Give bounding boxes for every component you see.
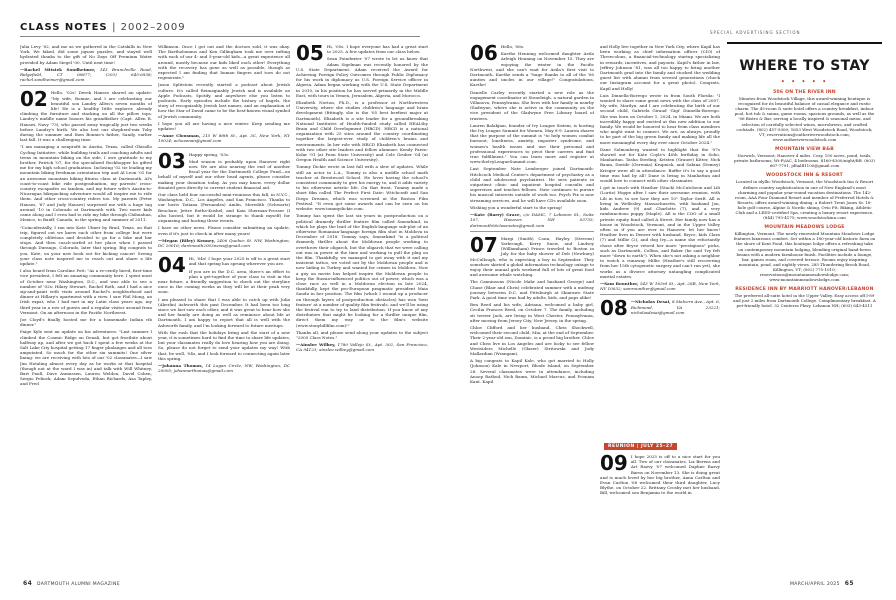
publication-name: DARTMOUTH ALUMNI MAGAZINE bbox=[37, 582, 121, 587]
where-to-stay-panel bbox=[727, 42, 882, 577]
note-paragraph: Hello, '06s. bbox=[500, 44, 525, 49]
divider bbox=[20, 85, 152, 86]
note-paragraph: Kaethe Henning welcomed daughter Aeila Arleigh Henning on November 15. They are enjoying the winter in the Pacific Northwest, and she can't wait for Aeila's first visit to Dartmouth. Kaethe sends a "huge thanks to all of the '06 aunties and uncles in our village!" Congratulations, Kaethe! bbox=[470, 51, 594, 88]
note-paragraph: Luis Dinnella-Borrego wrote in from South Florida: "I wanted to share some great news with the class of 2007. My wife, Marilyn, and I are celebrating the birth of our second child, Gabriela Giraud 'Gigi' Dinnella-Borrego. She was born on October 1, 2024, in Miami. We are both incredibly happy and excited at this new addition to our family. We would be honored to hear from class members who might want to connect. We are, as always, proudly to be part of the big green family and making life all the more meaningful every day ever since October 2024." bbox=[600, 92, 720, 145]
note-paragraph: I hope 2025 is off to a nice start for you all. Two of our classmates, Liz Berens and Art Razvy '07 welcomed Daphne Razvy Barns on November 13. She is doing great and is much loved by her big brother, Anna Carlton and Evan Carlton '08 welcomed their third daughter, Lucy Blythe, on October 22. Brittany Crosby met her husband, Bill, welcomed son Benjamin to the world in bbox=[600, 454, 720, 496]
note-paragraph: I hope you all are having a nice winter. Keep sending me updates! bbox=[158, 120, 290, 132]
divider bbox=[158, 251, 290, 252]
note-paragraph: Dane Solmonberg wanted to highlight that the '07s showed out for Kate Coyle's 40th birthday in Soho, Manhattan. Tasha Sterling, Kristen (Grauer) Kitter, Nick Baum, Davide (Geremia) Krupnick, and Sabina (Demey) Krieger were all in attendance. Buffer it's to say a good time was had by all! Dane is living in Manhattan and would love to connect with other classmates. bbox=[600, 146, 720, 184]
listing-list bbox=[727, 90, 882, 309]
decorative-dots: • • • • • bbox=[780, 78, 829, 86]
column-1 bbox=[20, 44, 152, 574]
note-paragraph: Thanks all, and please send along your updates to the subject "2005 Class Notes." bbox=[296, 329, 428, 340]
signature: —Ainslee Wilbey, 1780 Vallejo St., Apt. 302, San Francisco, CA 94123; ainslee.wilbey@gmail.com bbox=[296, 342, 428, 353]
note-paragraph: I am pleased to share that I was able to catch up with Julia (Aberlin) Ashworth this past December. It had been too long since we last saw each other, and it was great to hear how she and her family are doing as well as reminisce about life at Dartmouth. I am happy to report that all is well with the Ashworth family, and I'm looking forward to future meetups. bbox=[158, 296, 290, 328]
note-paragraph: Wilkinson. Once I got out and the doctors sold, it was okay. The Bartholomaus and Ken Gillingham took me over rafting with each of our 4- and 5-year-old kids—a great experience all around, mostly because our kids liked each other! Everything with the recovery has gone as well as possible, though as expected I am finding that human fingers and toes do not regenerate." bbox=[158, 44, 290, 81]
note-paragraph: With the rush that the holidays bring and the start of a new year, it is sometimes hard to find the time to share life updates, but your classmates really do love hearing how you are doing. So, please do not forget to send your updates my way! With that, be well, '04s, and I look forward to connecting again later this spring. bbox=[158, 329, 290, 361]
divider bbox=[470, 231, 594, 232]
note-paragraph: Julia Levy '02, and me as we gathered in the Catskills in New York. We hiked, did some jigsaw puzzles, and stayed well hydrated thanks to the gift of No Days Off Premium Water provided by Adam Siegel '00. Until next time! bbox=[20, 44, 152, 65]
note-paragraph: Jason Splitstoin recently started a podcast about Jewish culture. It's called Reimaginably Jewish and is available on Apple Podcasts, Spotify, and anywhere else you listen to podcasts. Early episodes include the history of bagels, the story of recognizably Jewish last names, and an explanation of how the Star of David came to be the best-known visual symbol of Jewish community. bbox=[158, 82, 290, 119]
signature: —Johanna Thomas, 14 Logan Circle, NW, Washington, DC 20005; johannarthomas@gmail.com bbox=[158, 362, 290, 374]
class-year-number: 08 bbox=[600, 296, 628, 321]
reunion-banner: REUNION | JULY 25–27 bbox=[604, 443, 677, 450]
section-years: 2002–2009 bbox=[120, 22, 186, 33]
note-paragraph: Our class held four successful mini-reunions this fall, in N.Y.C., Washington, D.C., Los Angeles, and San Francisco. Thanks to our hosts Tatiana (Fernandes) Amlin, Meredith (Schwartz) Beuchaw, Jettre Rothe-Kushel, and Kaia Sherman-Prosser (I also hosted, but it would be strange to thank myself) for organizing and hosting these events. bbox=[158, 192, 290, 224]
note-paragraph: Hi, '05s. I hope everyone has had a great start to 2025. A few updates from our class below. bbox=[326, 44, 428, 55]
listing-name: MOUNTAIN MEADOWS LODGE bbox=[764, 225, 845, 231]
divider bbox=[600, 294, 720, 295]
note-paragraph: Wishing you a wonderful start to the spring! bbox=[470, 204, 563, 210]
class-year-number: 05 bbox=[296, 44, 324, 65]
listing-entry bbox=[727, 147, 882, 168]
listing-description: Killington, Vermont. The newly renovated Mountain Meadows Lodge features luxurious comfort. Set within a 180-year-old historic farm on the shore of Kent Pond, this boutique lodge offers a refreshing take on contemporary mountain lodging, blending original hand-hewn beams with a modern farmhouse finish. Facilities include a lounge, bar, games room, and covered terrace. Rooms enjoy inspiring mountain, pond, and nightly views. 285 Thundering Brook Road, Killington, VT; (802) 775-1010; reservations@mountainmeadowslodge.com; www.mountainmeadowslodge.com bbox=[733, 231, 876, 283]
note-paragraph: Mud season is probably upon Hanover right now. We are also nearing the end of another fiscal year for the Dartmouth College Fund—on behalf of myself and our other head agents, please consider making your donation today. As you may know, every dollar donated goes directly to current student financial aid. bbox=[158, 158, 290, 190]
note-paragraph: Happy spring, '03s. bbox=[188, 151, 230, 157]
note-paragraph: Lauren Balakjian, founder of Ivy League Sistem, is hosting the Ivy League Summit for Women, May 8-9. Lauren shares that the purpose of the summit is "to help women combat burnout, loneliness, anxiety, imposter syndrome, and women's health issues and use their personal and professional experiences to pivot their careers and find true fulfillment." You can learn more and register at www.theIvyLeagueSummit.com. bbox=[470, 122, 594, 165]
listing-entry bbox=[727, 173, 882, 220]
divider bbox=[158, 147, 290, 148]
note-paragraph: "Coincidentally, I ran into Kate Ulmer by Brad, Texas, on that trip, figured out we knew each other from college but were completely oblivious and decided to go for a bike and bar stops. And then coach-surfed at her place when I passed through Durango, Colorado, later that spring. Big congrats to you, Kate, on your new book out for kicking cancer! Seeing your class note inspired me to reach out and share a life update." bbox=[20, 224, 152, 266]
column-5 bbox=[600, 44, 720, 439]
note-paragraph: Chloe Clifford and her husband, Chris Shockwell, welcomed their second child, Mia, at the end of September. Their 2-year-old son, Dominic, is a proud big brother. Chloe and Chris live in Los Angeles and are lucky to see fellow Westsiders Michelle (Glaser) Stritowski and Judy Mallardian (Wrangam). bbox=[470, 324, 594, 356]
note-paragraph: Ben Reed and his wife, Adriana, welcomed a baby girl, Cecilia Frances Reed, on October 7. The family, including sit terrier Jack, are living in West Chester, Pennsylvania, after moving from Jersey City, New Jersey, in the spring. bbox=[470, 302, 594, 323]
listing-description: Norwich, Vermont; Hanover 4 miles. Cozy, 150 acres, pond, trails, private bathrooms, Wi-Fi/AC, 4 bedrooms. $160-$300/night/BB. (603) 667-7791, jdhalfl1100@gmail.com bbox=[734, 153, 875, 169]
listing-entry bbox=[727, 90, 882, 142]
note-paragraph: The Canninsons (Nicole Mahr and husband George) and Chase (Blair and Chris) celebrated summer with a midway journey between D.C. and Pittsburgh at Skiarawe State Park. A good time was had by adults, kids, and pups alike! bbox=[470, 279, 594, 300]
signature: —Anne Clousman, 215 W 88th St., Apt. 3C, New York, NY 10024; aclousman@gmail.com bbox=[158, 133, 290, 144]
note-paragraph: "I am managing a nonprofit in Austin, Texas, called Ghisallo Cycling Initiative, while building trails and coaching adults and teens in mountain biking on the side. I owe gratitude to my brother, Patrick '07, for the specialized Rockhopper he gifted me for my high school graduation. Inclosing '02 tie leading my mountain biking freshman orientation trip and Al Leon '01 for an awesome mountain biking fitness class at Dartmouth. Al's coast-to-coast bike ride postgraduation, my parents' cross-country escapades on tandem, and my future wife's Austin-to-Nicaragua bikepacking adventure would all inspire me to ride them. And other cross-country riders too. My parents (Peter Hanses, '67 and Judy Hanses) surprised me with a huge tag around '10 in Colorado at Dartmouth with. Two more kids came along and I even had to ride my bike through Chihuahua, Mexico, to Banff, Canada, in the spring and summer of 2011. bbox=[20, 144, 152, 223]
note-paragraph: Joe Cloyd's finally hosted me for a homemade Indian rib dinner." bbox=[20, 316, 152, 328]
listing-name: MOUNTAIN VIEW B&B bbox=[774, 146, 834, 152]
listing-name: 506 ON THE RIVER INN bbox=[773, 90, 836, 95]
issue-date: MARCH/APRIL 2025 bbox=[790, 582, 840, 587]
signature: —Megan (Riley) Kenney, 2406 Quebec St. NW, Washington, DC 20016; dartmouth2003news@gmail.com bbox=[158, 237, 290, 248]
note-paragraph: Tommy has spent the last six years in postproduction on a political dramedy thriller feature film called Smearkind, in which he plays the lead of the English-language sub-plot of an otherwise Romanian-language foreign film shot in Moldova in December of 2018. Tommy says, Smearkind "is a political dramedy thriller about the Moldovan people working to overthrow their oligarch, but the oligarch that we were calling out was in power at the time and working to pull the plug on the film. Thankfully, we managed to get away with it and my insistent tattoo, we voted out by the Moldovan people and is now hiding in Turkey and wanted for crimes in Moldova. Now a guy on movie has helped inspire the Moldovan people to keep the Russia-influenced politics out of power, which was a close race as well in a Moldovan election in late 2024, thankfully, kept the pro-European pragmatic president Maia Sandu in her position. The film (which I wound up a producer on through layers of postproduction obstacles) has won 'best feature' at a number of quality film festivals, and we'll be using the festival run to try to land distribution. If you know of any distributors that might be looking for a thriller unique film, direct them my way or to the film's website (www.stonyhillfilm.com)!" bbox=[296, 213, 428, 328]
folio-left bbox=[20, 580, 120, 587]
note-paragraph: Last September Nate Lemberger joined Dartmouth-Hitchcock Medical Center's department of psychiatry as a child and adolescent psychiatrist. He sees patients in outpatient clinic and inpatient hospital consults and supervises and teaches fellows. Nate continues to pursue his musical interests outside of work too. Psych Fix is now streaming services, and he will have CDs available soon. bbox=[470, 166, 594, 203]
folio-right bbox=[790, 580, 857, 587]
note-paragraph: If you are in the D.C. area, there's an effort to plan a get-together of your class to visit in the near future, a friendly suggestion to check out the storyline once in the coming weeks as they will be at their peak very soon. bbox=[158, 268, 290, 295]
note-paragraph: and Holly live together in New York City, where Kapil has been working as chief information officer (CIO) of Threecolons, a financial-technology startup specializing in rewards, incentives, and payouts. Kapil's father in law, Jeffrey Johnson '81, was all too happy to bring another Dartmouth grad into the family and stocked the wedding guest list with alumni from several generations (check our Instagram account for a great photo). Congrats, Kapil and Holly! bbox=[600, 44, 720, 91]
note-paragraph: I got in touch with Heather (Stack) McCutcheon and Lili (Loritz) Hoppe after I saw their awesome reunion, with Lili in tow, to see how they are 10" Taylor Swift. All is living in Wellesley, Massachusetts, with husband Jon, kids Andrew (9) and Charlotte (7), and a very rambunctious puppy (Maple). All is the COO of a small private equity fund called A Street. Her family now has a house in Woodstock, Vermont, and in the Upper Valley often so if you are ever in Hanover, let her know! Heather lives in Denver with husband, Bryce, kids Clara (7) and Millie (2), and dog Ivy—a name she reluctantly chose after Bryce vetoed her more "prestigious" picks, such as Dartmouth, Collins, and Baker (be said 'Ivy felt more "down to earth"). When she's not asking a neighbor to watch a runaway Millie (Heather's still recovering from her 15th cytogenetic surgery and can't run yet), she works as a divorce attorney untangling complicated marital estates. bbox=[600, 185, 720, 279]
note-paragraph: Hello, '02s! Derek Hanses shared an update: "My wife, Bonnie, and I are celebrating our beautiful son Landry Allen's seven months of life! He is a healthy little explorer, already climbing the furniture and stacking on all the pillow tops. Landry's middle name honors his grandfather (Capt. Allen R. Hanses, Navy '73), who passed away tragically just two weeks before Landry's birth. We also lost our shepherd-mix Toby during the summer and then Bonnie's father, Sandy, earlier last fall. It was a challenging time. bbox=[20, 90, 152, 143]
header-rule bbox=[20, 36, 420, 37]
class-year-number: 04 bbox=[158, 253, 186, 278]
signature: —Sam Rounther, 543 W 163rd St., Apt. 2SB, New York, NY 10032; samrounther@gmail.com bbox=[600, 280, 720, 292]
note-paragraph: A big congrats to Kapil Kale, who got married to Holly (Johnson) Kale in Newport, Rhode Island, on September 28. Several classmates were in attendance, including Anoop Rathod, Nick Baum, Michael Marcus, and Poonam Kant. Kapil bbox=[470, 358, 594, 384]
special-advertising-label: SPECIAL ADVERTISING SECTION bbox=[710, 30, 801, 35]
signature: —Nicholas Desai, 8 Malvern Ave., Apt. 6, Richmond, VA 23221; nicholasdesai@gmail.com bbox=[630, 299, 720, 315]
class-year-number: 02 bbox=[20, 87, 48, 112]
listing-description: Minutes from Woodstock Village, this award-winning boutique is recognized for its beautiful balance of casual elegance and rustic charm. The 45-room & suite hotel offers a country breakfast, indoor pool, hot tub & sauna, game rooms, spacious grounds, as well as the '06 Bistro & Bar, serving a locally inspired & seasonal menu, and selection of carefully selected wines, microbrews, and crafted cocktails. (802) 457-5000; 1653 West Woodstock Road, Woodstock, VT; reservations@ontheriverwoodstock.com; www.ontheriverwoodstock.com bbox=[734, 96, 875, 142]
note-paragraph: Sean Poindexter '07 wrote to let us know that Adam Sigelman was recently honored by the U.S. State Department. Adam received the Award for Achieving Foreign Policy Outcomes through Public Diplomacy for his work in diplomacy as U.S. Foreign Service officer in Algeria. Adam began working with the U.S. State Department in 2010, in his position he has served primarily in the Middle East, with tours in Yemen, Jerusalem, Algeria, and Morocco. bbox=[296, 56, 428, 98]
listing-name: WOODSTOCK INN & RESORT bbox=[766, 173, 843, 179]
signature: —Kate (Barry) Grace, c/o DAMC, 7 Lebanon St., Suite 107, Hanover, NH 03755; dartmouth06classnotes@gmail.com bbox=[470, 212, 594, 228]
section-title: CLASS NOTES bbox=[20, 22, 108, 33]
note-paragraph: I also heard from Caroline Pott: "As a re-cently hired, first-time vice president, I felt an amazing community here. I spent most of October near Washington, D.C., and was able to see a number of '02s: Hilary Stewart, Rachel Roth, and I had a nice sip-and-paint with visits around Rachel's neighborhood and dinner at Hillary's apartment with a view. I saw Phil Mong, an Irish expat, who I had met in my Latin class years ago, my third year in a row of guests and a regular visitor around from Vermont. On an afternoon in the Pacific Northwest. bbox=[20, 268, 152, 315]
column-4 bbox=[470, 44, 594, 574]
column-2 bbox=[158, 44, 290, 574]
section-header: CLASS NOTES | 2002–2009 bbox=[20, 22, 186, 33]
column-3 bbox=[296, 44, 428, 574]
class-year-number: 03 bbox=[158, 148, 186, 173]
signature: —Rachel Mitstek Sondheimer, 143 Branchville Road, Ridgefield, CT 06877; (203) 645-6938; rachel.sondheimer@gmail.com bbox=[20, 66, 152, 83]
where-to-stay-title: WHERE TO STAY bbox=[739, 58, 870, 74]
page-number: 65 bbox=[844, 580, 854, 587]
page-number: 64 bbox=[23, 580, 33, 587]
note-paragraph: Elizabeth Norton, Ph.D., is a professor at Northwestern University, where she studies children's language and brain development (fittingly, she is the '05 best beefiest major at Dartmouth). Elizabeth is a site leader for a groundbreaking National Institutes of Health-funded study called HEALthy Brain and Child Development (HBCD). HBCD is a national organization with 25 sites around the country coordinating together the largest-ever study of children's brains and environments. In her role with HBCD Elizabeth has connected with two other site leaders and fellow alumnae: Kendy Faren-Kolar '91 (at Penn State University) and Cole Gruber '04 (at Oregon Health and Science University). bbox=[296, 100, 428, 163]
note-paragraph: I have no other news. Please consider submitting an update, even if it's just to check in after many years! bbox=[158, 225, 290, 236]
listing-description: The preferred all-suite hotel in the Upper Valley. Easy access off I-89 and just 2 miles from Dartmouth College. Complimentary breakfast. A pet-friendly hotel. 32 Centerra Pkwy, Lebanon NH; (603) 643-4511 bbox=[733, 293, 876, 309]
column-5-bottom bbox=[600, 454, 720, 574]
class-year-number: 09 bbox=[600, 454, 628, 475]
class-year-number: 07 bbox=[470, 232, 498, 257]
note-paragraph: Paige Kyle sent an update on his adventures: "Last summer I climbed the Cosmic Ridge on Denali, but got frostbite about halfway up, and after we got back I spent a few weeks at the Salt Lake City hospital getting 17 finger phalanges and all toes amputated. So much for the other six summits! One silver lining: we are receiving with lots of our '02 classmates—I saw Jim Hotaling almost every day as he works at that hospital (though not at the ward I was in) and talk with Will Whitney, Bart Paull, Dave Asmussen, Lauren Weldon, David Cohen, Sergio Peliuck, Adam Sepulveda, Ethan Richards, Asa Tapley, and Fred bbox=[20, 329, 152, 387]
note-paragraph: Danielle Carley recently started a new role as the engagement coordinator at Stoneleigh, a natural garden in Villanova, Pennsylvania. She lives with her family in nearby Gladwyne, where she is active in the community on the vice president of the Gladwyne Free Library board of trustees. bbox=[470, 89, 594, 121]
class-year-number: 06 bbox=[470, 44, 498, 65]
listing-entry bbox=[727, 287, 882, 308]
note-paragraph: Hi, '04s! I hope your 2025 is off to a great start and that spring has sprung wherever you are. bbox=[188, 256, 290, 267]
listing-entry bbox=[727, 225, 882, 282]
note-paragraph: Tommy Dickie wrote in last fall with a slew of updates. While still an actor in L.A., Tommy is also a middle school math teacher at Brentwood School. He loves having the school's consistent community to give his energy to, and it adds variety to his otherwise artistic life. On that front, Tommy made a short film called The Perfect First Date: Witchcraft and San Diego Dreams, which was screened at the Boston Film Festival. "It even got some awards and can be seen on his website: www.tommydickie.com. bbox=[296, 164, 428, 212]
listing-name: RESIDENCE INN BY MARRIOTT HANOVER/LEBANON bbox=[735, 287, 874, 293]
listing-description: Located in idyllic Woodstock, Vermont, the Woodstock Inn & Resort defines country sophistication in one of New England's most charming and popular year-round vacation destinations. The 142-room, AAA Four Diamond Resort and member of Preferred Hotels & Resorts, offers award-winning dining, a Robert Trent Jones Sr. 18-hole golf course, Alpine & Nordic skiing, Ovio Fit, Biking, Athletic Club and a LEED-certified Spa, creating a luxury resort experience. (844) 795-4175; www.woodstockinn.com bbox=[735, 179, 874, 221]
note-paragraph: Margi (Smith) Conn, Hayley (Stevens) Yarbrough, Kerry Snow, and Lindsey (Williamham) Prince traveled to Boston in July for the baby shower of Deb (Newbury) McCullough, who is expecting a boy in September. They somehow skirted a global information technology outage to enjoy their annual girls weekend full of lots of great food and awesome whale watching. bbox=[470, 235, 594, 278]
